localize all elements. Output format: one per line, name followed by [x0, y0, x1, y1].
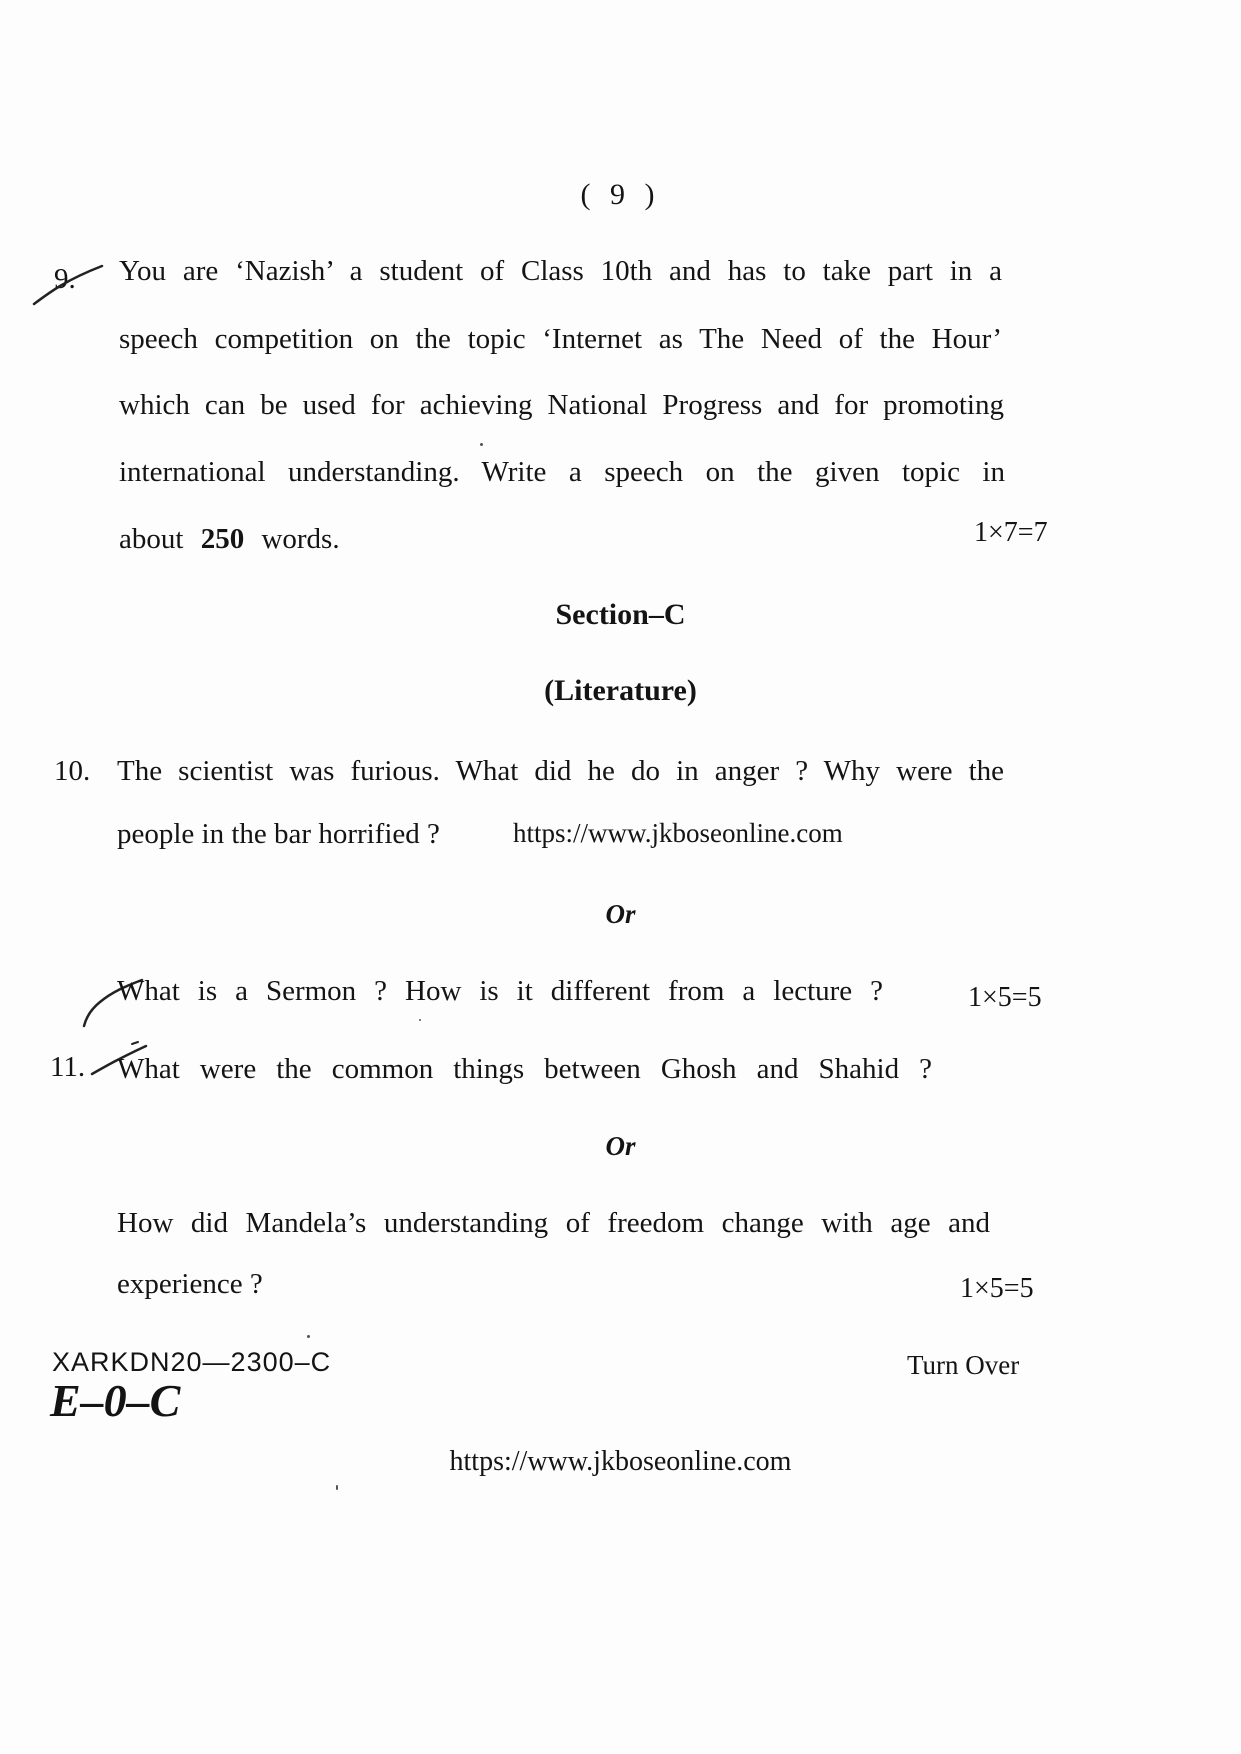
question-number: 10.	[54, 755, 91, 787]
watermark-url: https://www.jkboseonline.com	[513, 818, 843, 848]
handwritten-tick-icon	[30, 258, 110, 308]
question-text-line: which can be used for achieving National Progress and for promoting	[119, 389, 1004, 421]
question-text-line	[119, 522, 340, 556]
series-code: E–0–C	[50, 1375, 181, 1426]
or-label: Or	[605, 1131, 636, 1161]
paper-code: XARKDN20—2300–C	[52, 1347, 332, 1377]
scan-speck	[307, 1335, 310, 1338]
or-label: Or	[605, 899, 636, 929]
question-text-line: The scientist was furious. What did he do in anger ? Why were the	[117, 755, 1004, 787]
scan-speck	[480, 443, 483, 446]
question-text-line: You are ‘Nazish’ a student of Class 10th and has to take part in a	[119, 255, 1002, 287]
scan-speck	[336, 1485, 338, 1490]
question-number: 11.	[50, 1051, 86, 1083]
alternative-question-line: How did Mandela’s understanding of freedom change with age and	[117, 1207, 990, 1239]
question-text-line: people in the bar horrified ?	[117, 818, 440, 850]
section-title: Section–C	[555, 598, 686, 631]
marks-label: 1×7=7	[974, 517, 1048, 548]
marks-label: 1×5=5	[968, 982, 1042, 1013]
question-text-line: speech competition on the topic ‘Internet as The Need of the Hour’	[119, 323, 1002, 355]
text-segment: about	[119, 523, 184, 555]
section-subtitle: (Literature)	[544, 674, 697, 707]
alternative-question: What is a Sermon ? How is it different from a lecture ?	[117, 975, 883, 1007]
marks-label: 1×5=5	[960, 1273, 1034, 1304]
turn-over-label: Turn Over	[907, 1350, 1020, 1380]
footer-website-url: https://www.jkboseonline.com	[449, 1446, 792, 1477]
page-number: ( 9 )	[580, 178, 661, 211]
question-text-line: international understanding. Write a speech on the given topic in	[119, 456, 1005, 488]
question-number: 9.	[54, 263, 76, 295]
scan-speck	[419, 1019, 421, 1021]
word-count: 250	[200, 523, 245, 555]
question-text-line: What were the common things between Ghosh and Shahid ?	[117, 1053, 932, 1085]
text-segment: words.	[261, 523, 340, 555]
alternative-question-line: experience ?	[117, 1268, 263, 1300]
